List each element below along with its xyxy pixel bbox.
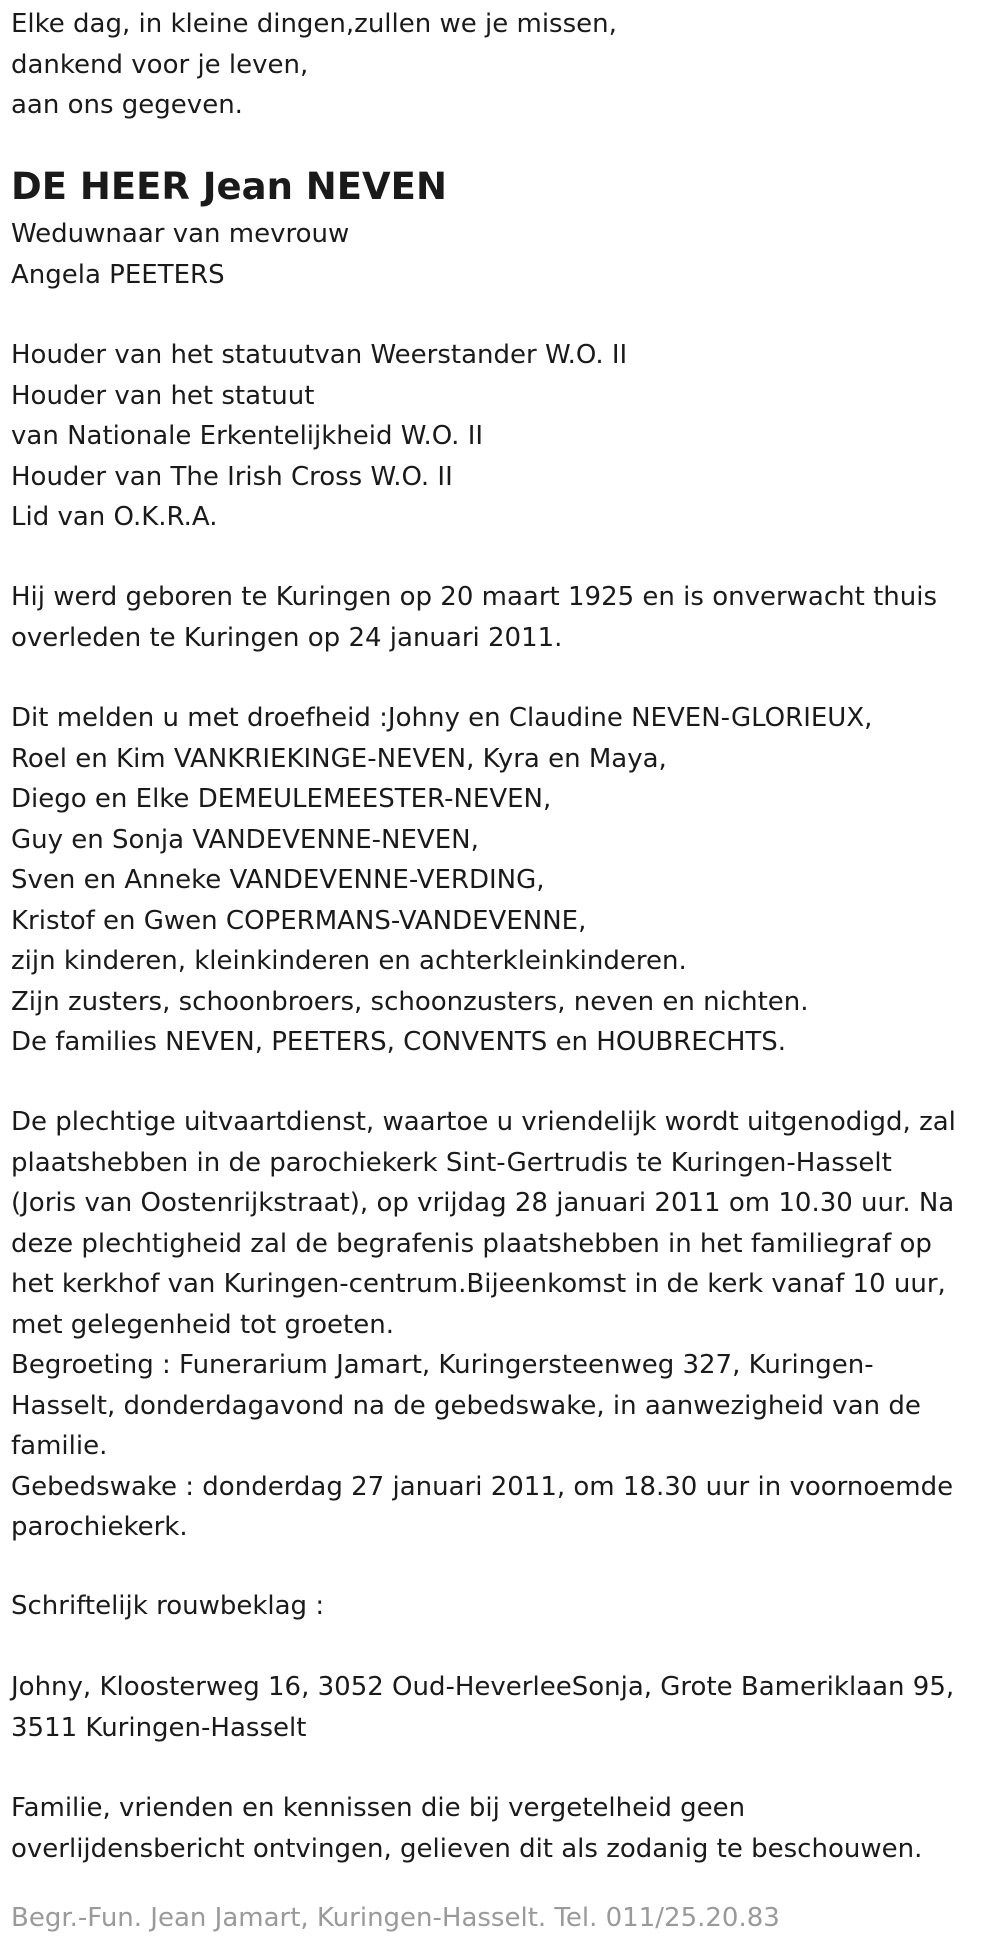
title-line: Houder van The Irish Cross W.O. II (11, 461, 453, 492)
service-line: het kerkhof van Kuringen-centrum.Bijeenkomst in de kerk vanaf 10 uur, (11, 1269, 946, 1299)
address-line: 3511 Kuringen-Hasselt (11, 1712, 307, 1743)
service-line: parochiekerk. (11, 1512, 188, 1542)
family-line: Diego en Elke DEMEULEMEESTER-NEVEN, (11, 784, 552, 814)
family-line: Zijn zusters, schoonbroers, schoonzusters, neven en nichten. (11, 986, 809, 1017)
family-line: zijn kinderen, kleinkinderen en achterkleinkinderen. (11, 946, 687, 976)
condolences-label: Schriftelijk rouwbeklag : (11, 1591, 325, 1621)
family-line: Kristof en Gwen COPERMANS-VANDEVENNE, (11, 905, 587, 936)
family-block (11, 698, 872, 1063)
titles-block (11, 335, 627, 538)
service-line: deze plechtigheid zal de begrafenis plaatshebben in het familiegraf op (11, 1228, 932, 1259)
spouse-block (11, 214, 349, 295)
service-line: (Joris van Oostenrijkstraat), op vrijdag 28 januari 2011 om 10.30 uur. Na (11, 1188, 955, 1218)
footer-block (11, 1898, 780, 1938)
service-block (11, 1102, 956, 1548)
family-line: Roel en Kim VANKRIEKINGE-NEVEN, Kyra en Maya, (11, 743, 667, 774)
poem-line: dankend voor je leven, (11, 49, 309, 80)
family-line: Guy en Sonja VANDEVENNE-NEVEN, (11, 824, 479, 855)
title-line: Houder van het statuutvan Weerstander W.O. II (11, 340, 628, 370)
service-line: Begroeting : Funerarium Jamart, Kuringersteenweg 327, Kuringen- (11, 1350, 874, 1380)
title-line: Houder van het statuut (11, 380, 315, 411)
spouse-line: Weduwnaar van mevrouw (11, 219, 350, 249)
service-line: familie. (11, 1431, 108, 1461)
family-line: Sven en Anneke VANDEVENNE-VERDING, (11, 865, 545, 895)
condolences-block (11, 1586, 324, 1627)
addresses-block (11, 1667, 954, 1748)
birth-death-block (11, 577, 937, 658)
family-line: Dit melden u met droefheid :Johny en Claudine NEVEN-GLORIEUX, (11, 703, 873, 733)
service-line: Hasselt, donderdagavond na de gebedswake, in aanwezigheid van de (11, 1390, 921, 1421)
service-line: met gelegenheid tot groeten. (11, 1309, 394, 1340)
birth-death-line: Hij werd geboren te Kuringen op 20 maart 1925 en is onverwacht thuis (11, 582, 937, 612)
closing-block (11, 1788, 922, 1869)
funeral-home-footer: Begr.-Fun. Jean Jamart, Kuringen-Hasselt. Tel. 011/25.20.83 (11, 1903, 780, 1933)
birth-death-line: overleden te Kuringen op 24 januari 2011. (11, 622, 563, 653)
poem-line: Elke dag, in kleine dingen,zullen we je missen, (11, 9, 617, 39)
deceased-name: DE HEER Jean NEVEN (11, 165, 447, 208)
closing-line: overlijdensbericht ontvingen, gelieven dit als zodanig te beschouwen. (11, 1833, 923, 1864)
service-line: Gebedswake : donderdag 27 januari 2011, om 18.30 uur in voornoemde (11, 1471, 954, 1502)
closing-line: Familie, vrienden en kennissen die bij vergetelheid geen (11, 1793, 746, 1823)
poem-block (11, 4, 617, 126)
spouse-line: Angela PEETERS (11, 259, 225, 290)
family-line: De families NEVEN, PEETERS, CONVENTS en HOUBRECHTS. (11, 1027, 787, 1057)
title-line: Lid van O.K.R.A. (11, 502, 218, 532)
name-block (11, 162, 447, 212)
service-line: plaatshebben in de parochiekerk Sint-Gertrudis te Kuringen-Hasselt (11, 1147, 892, 1178)
title-line: van Nationale Erkentelijkheid W.O. II (11, 421, 484, 451)
service-line: De plechtige uitvaartdienst, waartoe u vriendelijk wordt uitgenodigd, zal (11, 1107, 956, 1137)
poem-line: aan ons gegeven. (11, 90, 243, 120)
address-line: Johny, Kloosterweg 16, 3052 Oud-HeverleeSonja, Grote Bameriklaan 95, (11, 1672, 955, 1702)
